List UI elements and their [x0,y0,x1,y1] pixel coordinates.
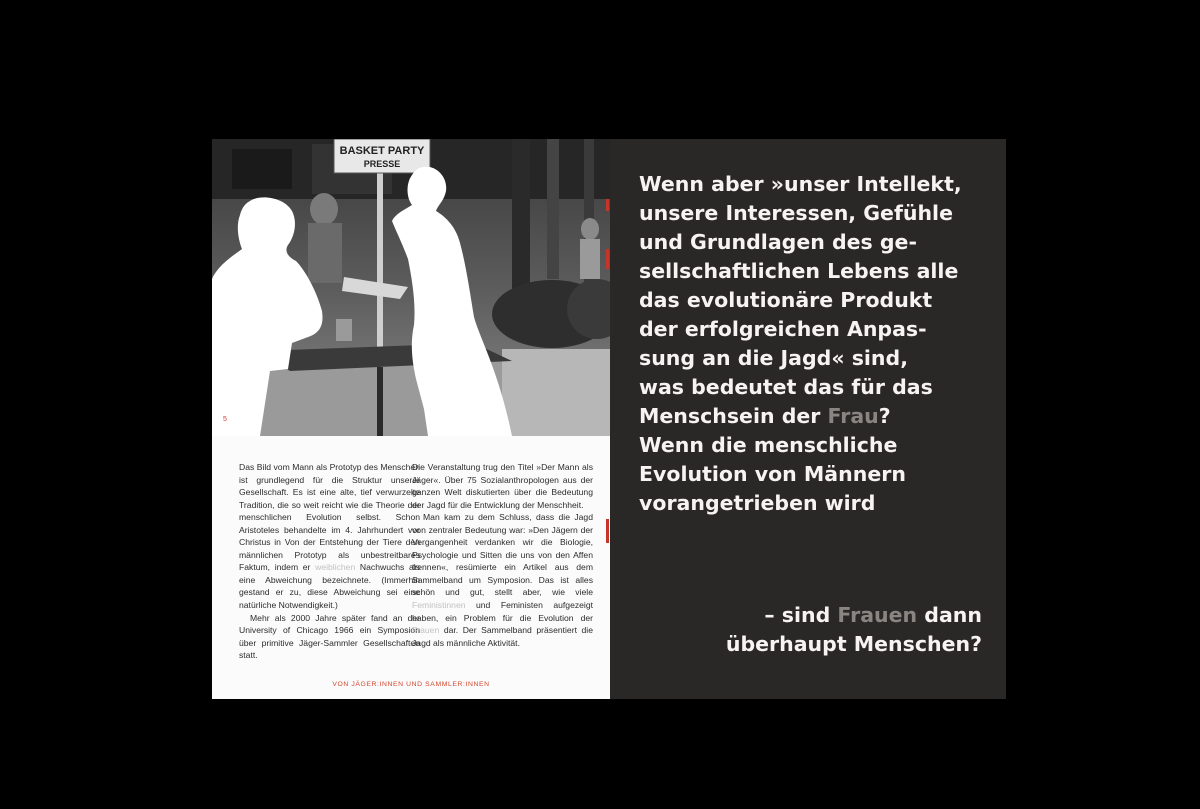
running-footer: VON JÄGER:INNEN UND SAMMLER:INNEN [332,681,490,688]
text-run: ? [878,404,891,428]
quote-line: Wenn die menschliche [639,433,898,457]
quote-line: Wenn aber »unser Intellekt, [639,172,962,196]
quote-line: Evolution von Männern [639,462,906,486]
quote-line: und Grundlagen des ge- [639,230,917,254]
text-run: Nachwuchs als eine Abweichung bezeichnete. (Immerhin gestand er zu, diese Abweichung sei eine natürliche Notwendigkeit.) [239,562,420,611]
paragraph [239,461,420,612]
text-column-right [412,461,593,649]
left-page [212,139,610,699]
text-column-left [239,461,420,662]
right-page [610,139,1006,699]
highlighted-word: Feministinnen [412,600,466,611]
text-run: – sind [764,603,838,627]
quote-line [639,402,999,431]
text-run: dann [917,603,982,627]
quote-line: der erfolgreichen Anpas- [639,317,927,341]
magazine-spread [212,139,1006,699]
text-run: Das Bild vom Mann als Prototyp des Menschen ist grundlegend für die Struktur unserer Gesellschaft. Es ist eine alte, tief verwurzelte Tradition, die so weit reicht wie die Theorie der menschlichen Evolution selbst. Schon Aristoteles behandelte im 4. Jahrhundert vor Christus in Von der Entstehung der Tiere den männlichen Prototyp als unbestreitbares Faktum, indem er [239,462,420,573]
highlighted-word: weiblichen [315,562,356,573]
sign-subtext: PRESSE [363,159,401,169]
closing-line: überhaupt Menschen? [725,632,982,656]
photo [212,139,610,436]
edge-tab [606,199,609,211]
quote-line: vorangetrieben wird [639,491,876,515]
quote-line: unsere Interessen, Gefühle [639,201,953,225]
edge-tab [606,249,609,269]
accent-word: Frau [827,404,879,428]
quote-line: sung an die Jagd« sind, [639,346,908,370]
quote-line: sellschaftlichen Lebens alle [639,259,959,283]
pull-quote [639,170,999,518]
text-run: und Feministen aufgezeigt haben, ein Problem für die Evolution der [412,600,593,623]
page-number: 5 [223,416,227,423]
paragraph [412,511,593,649]
edge-tab [606,519,609,543]
sign-text: BASKET PARTY [339,145,425,157]
highlighted-word: Frauen [412,625,440,636]
quote-line: was bedeutet das für das [639,375,933,399]
paragraph: Mehr als 2000 Jahre später fand an der University of Chicago 1966 ein Symposion über primitive Jäger-Sammler Gesellschaften statt. [239,612,420,661]
photo-illustration [212,139,610,436]
accent-word: Frauen [837,603,918,627]
quote-line: das evolutionäre Produkt [639,288,933,312]
text-run: dar. Der Sammelband präsentiert die Jagd als männliche Aktivität. [412,625,593,648]
paragraph: Die Veranstaltung trug den Titel »Der Mann als Jäger«. Über 75 Sozialanthropologen aus der ganzen Welt diskutierten über die Bedeutung der Jagd für die Entwicklung der Menschheit. [412,462,593,510]
text-run: Man kam zu dem Schluss, dass die Jagd von zentraler Bedeutung war: »Den Jägern der Vergangenheit verdanken wir die Biologie, Psychologie und Sitten die uns von den Affen trennen«, resümierte ein Artikel aus dem Sammelband um Symposion. Das ist alles schön und gut, stellt aber, wie viele [412,512,593,598]
closing-line [726,601,982,630]
closing-question [726,601,982,659]
text-run: Menschsein der [639,404,828,428]
